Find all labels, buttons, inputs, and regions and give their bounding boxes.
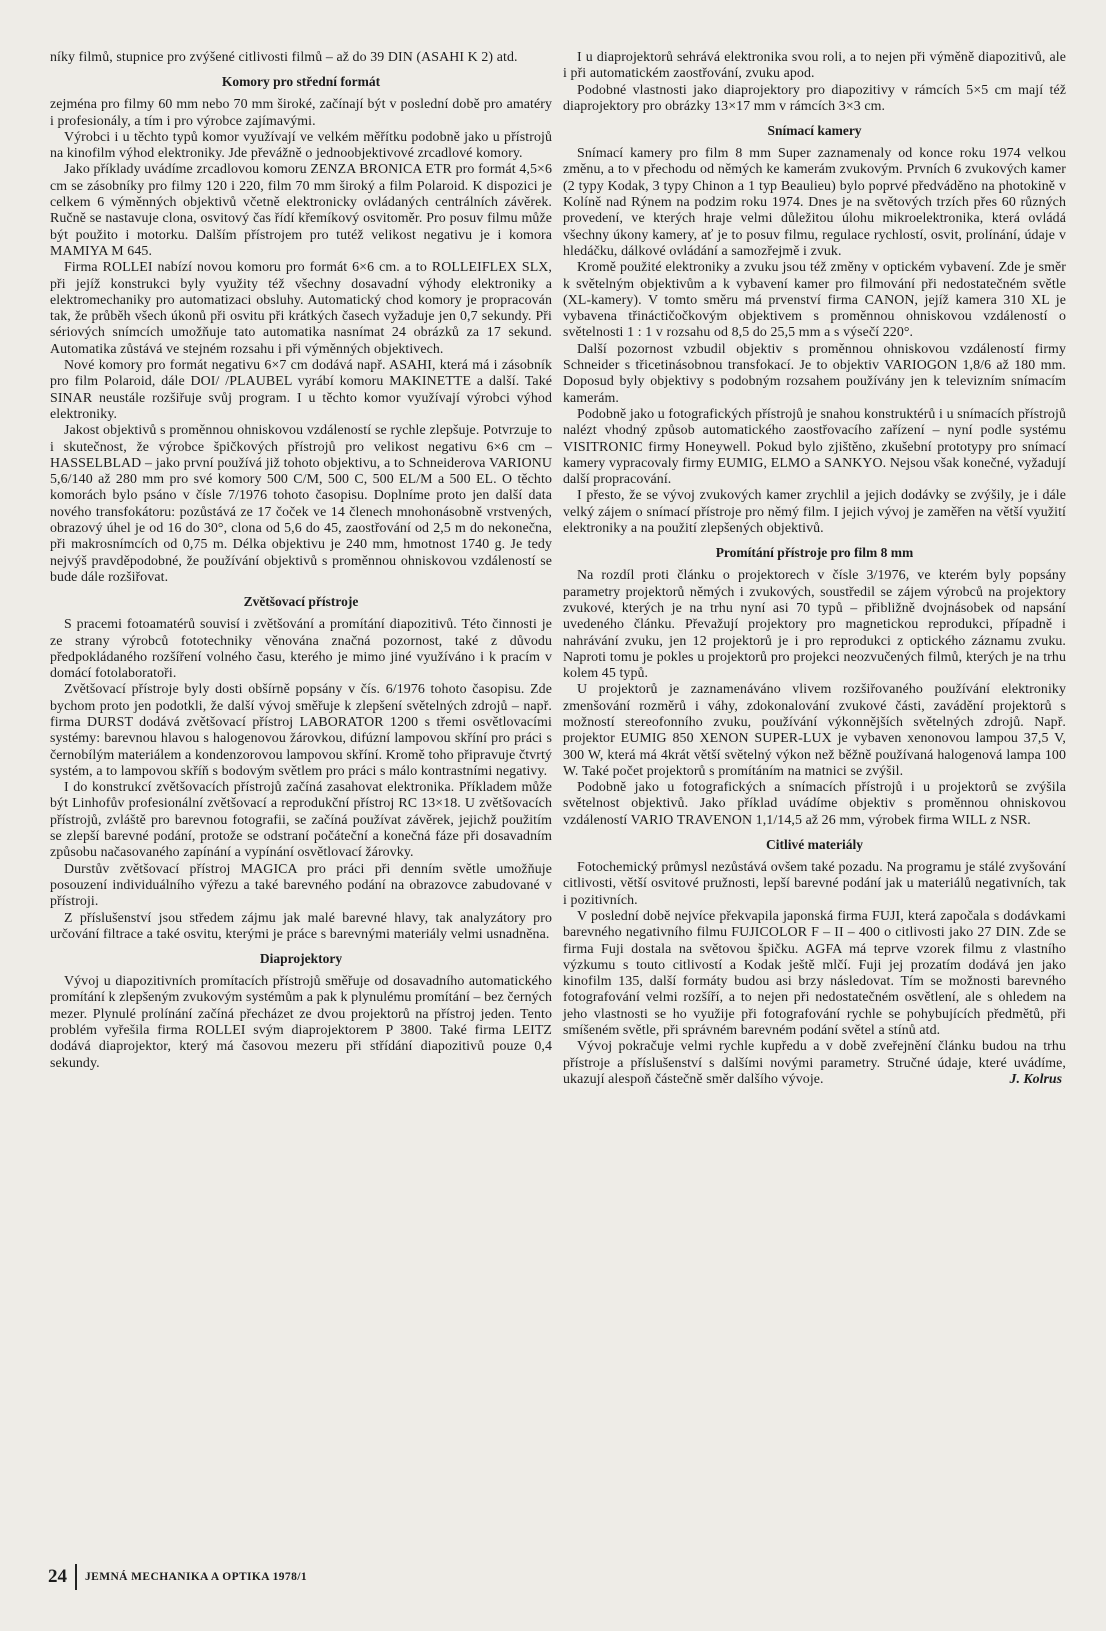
paragraph: níky filmů, stupnice pro zvýšené citlivosti filmů – až do 39 DIN (ASAHI K 2) atd. [50,50,518,65]
paragraph: zejména pro filmy 60 mm nebo 70 mm široké, začínají být v poslední době pro amatéry i profesionály, a tím i pro výrobce zajímavými. [50,97,552,129]
section-heading-enlargers: Zvětšovací přístroje [243,594,359,610]
journal-name: JEMNÁ MECHANIKA A OPTIKA 1978/1 [85,1571,307,1583]
section-heading-slide-projectors: Diaprojektory [259,951,343,967]
section-heading-8mm-projection: Promítání přístroje pro film 8 mm [715,545,914,561]
paragraph: Kromě použité elektroniky a zvuku jsou též změny v optickém vybavení. Zde je směr k světelným objektivům a k vybavení kamer pro filmování při nedostatečném světle (XL-kamery). V tomto směru má prvenství firma CANON, jejíž kamera 310 XL je vybavena třináctičočkovým objektivem s proměnnou ohniskovou vzdáleností o světelnosti 1 : 1 v rozsahu od 8,5 do 25,5 mm a s výsečí 220°. [563,260,1066,341]
paragraph: Podobné vlastnosti jako diaprojektory pro diapozitivy v rámcích 5×5 cm mají též diaprojektory pro obrázky 13×17 mm v rámcích 3×3 cm. [563,82,1066,114]
paragraph: Jakost objektivů s proměnnou ohniskovou vzdáleností se rychle zlepšuje. Potvrzuje to i skutečnost, že výrobce špičkových přístrojů pro velikost negativu 6×6 cm – HASSELBLAD – jako první používá již tohoto objektivu, a to Schneiderova VARIONU 5,6/140 až 280 mm pro své komory 500 C/M, 500 C, 500 EL/M a 500 EL. O těchto komorách bylo psáno v čísle 7/1976 tohoto časopisu. Doplníme proto jen další data nového transfokátoru: pozůstává ze 17 čoček ve 14 členech mnohonásobně vrstvených, obrazový úhel je od 16 do 30°, clona od 5,6 do 45, zaostřování od 2,5 m do nekonečna, při makrosnímcích od 0,75 m. Délka objektivu je 240 mm, hmotnost 1740 g. Je tedy nejvýš pravděpodobné, že používání objektivů s proměnnou ohniskovou vzdáleností se bude dále rozšiřovat. [50,423,552,585]
page-number: 24 [48,1566,67,1587]
paragraph: I přesto, že se vývoj zvukových kamer zrychlil a jejich dodávky se zvýšily, je i dále velký zájem o snímací přístroje pro němý film. I jejich vývoj je zaměřen na větší využití elektroniky a na použití zlepšených objektivů. [563,488,1066,537]
section-heading-medium-format: Komory pro střední formát [221,74,381,90]
author-signature: J. Kolrus [1009,1072,1062,1088]
paragraph: Firma ROLLEI nabízí novou komoru pro formát 6×6 cm. a to ROLLEIFLEX SLX, při jejíž konstrukci byly využity též všechny dosavadní výhody elektroniky a elektromechaniky pro automatizaci obsluhy. Automatický chod komory je propracován tak, že průběh všech úkonů při osvitu při krátkých časech vyžaduje jen 0,7 sekundy. Při sériových snímcích umožňuje tato automatika nasnímat 24 obrázků za 17 sekund. Automatika zůstává ve stejném rozsahu i při výměnných objektivech. [50,260,552,357]
paragraph: Fotochemický průmysl nezůstává ovšem také pozadu. Na programu je stálé zvyšování citlivosti, větší osvitové pružnosti, lepší barevné podání jak u materiálů negativních, tak i pozitivních. [563,860,1066,908]
section-heading-materials: Citlivé materiály [765,837,864,853]
section-heading-cameras: Snímací kamery [767,123,862,139]
paragraph: Nové komory pro formát negativu 6×7 cm dodává např. ASAHI, která má i zásobník pro film Polaroid, dále DOI/ /PLAUBEL vyrábí komoru MAKINETTE a další. Také SINAR neustále rozšiřuje svůj program. I u těchto komor využívají výrobci výhod elektroniky. [50,358,552,422]
paragraph: S pracemi fotoamatérů souvisí i zvětšování a promítání diapozitivů. Této činnosti je ze strany výrobců fototechniky věnována značná pozornost, také z důvodu předpokládaného rozšíření volného času, kterého je mimo jiné využíváno i k pracím v domácí fotolaboratoři. [50,617,552,682]
paragraph: Durstův zvětšovací přístroj MAGICA pro práci při denním světle umožňuje posouzení individuálního výřezu a také barevného podání na obrazovce zabudované v přístroji. [50,861,552,910]
paragraph: Podobně jako u fotografických a snímacích přístrojů i u projektorů se zvýšila světelnost objektivů. Jako příklad uvádíme objektiv s proměnnou ohniskovou vzdáleností VARIO TRAVENON 1,1/14,5 až 26 mm, výrobek firma WILL z NSR. [563,780,1066,828]
paragraph: Podobně jako u fotografických přístrojů je snahou konstruktérů i u snímacích přístrojů nalézt vhodný způsob automatického zaostřovacího zařízení – nyní podle systému VISITRONIC firmy Honeywell. Pokud bylo zjištěno, zkušební prototypy pro snímací kamery vypracovaly firmy EUMIG, ELMO a SANKYO. Nejsou však konečné, vyžadují další propracování. [563,406,1066,488]
right-column [563,50,1066,1089]
paragraph: I do konstrukcí zvětšovacích přístrojů začíná zasahovat elektronika. Příkladem může být Linhofův profesionální zvětšovací a reprodukční přístroj RC 13×18. U zvětšovacích přístrojů, zvláště pro barevnou fotografii, se začíná používat závěrek, jejichž použitím se zlepší barevné podání, protože se odstraní počáteční a konečná fáze při dosavadním způsobu načasovaného zapínání a vypínání osvětlovací žárovky. [50,780,552,861]
paragraph: Z příslušenství jsou středem zájmu jak malé barevné hlavy, tak analyzátory pro určování filtrace a také osvitu, kterými je práce s barevnými materiály velmi usnadněna. [50,910,552,942]
paragraph: Vývoj u diapozitivních promítacích přístrojů směřuje od dosavadního automatického promítání k zlepšeným zvukovým systémům a pak k plynulému promítání – bez černých mezer. Plynulé prolínání začíná přecházet ze dvou projektorů na přístroj jeden. Tento problém vyřešila firma ROLLEI svým diaprojektorem P 3800. Také firma LEITZ dodává diaprojektor, který má časovou mezeru při střídání diapozitivů pouze 0,4 sekundy. [50,974,552,1071]
paragraph: Další pozornost vzbudil objektiv s proměnnou ohniskovou vzdáleností firmy Schneider s třicetinásobnou transfokací. Je to objektiv VARIOGON 1,8/6 až 180 mm. Doposud byly objektivy s podobným rozsahem používány jen k televizním snímacím kamerám. [563,341,1066,406]
paragraph: Snímací kamery pro film 8 mm Super zaznamenaly od konce roku 1974 velkou změnu, a to v přechodu od němých ke kamerám zvukovým. Prvních 6 zvukových kamer (2 typy Kodak, 3 typy Chinon a 1 typ Beaulieu) bylo poprvé předváděno na photokině v Kolíně nad Rýnem na podzim roku 1974. Dnes je na světových trzích přes 60 různých provedení, ve kterých hraje velmi důležitou úlohu mikroelektronika, která ovládá všechny úkony kamery, ať je to posuv filmu, regulace rychlostí, osvit, prolínání, údaje v hledáčku, dálkové ovládání a samozřejmě i zvuk. [563,146,1066,259]
paragraph: Jako příklady uvádíme zrcadlovou komoru ZENZA BRONICA ETR pro formát 4,5×6 cm se zásobníky pro filmy 120 i 220, film 70 mm široký a film Polaroid. K dispozici je celkem 6 výměnných objektivů včetně elektronicky ovládaných centrálních závěrek. Ručně se nastavuje clona, osvitový čas řídí křemíkový osvitoměr. Pro posuv filmu může být použito i motorku. Dalším přístrojem pro tutéž velikost negativu je i komora MAMIYA M 645. [50,162,552,259]
paragraph: V poslední době nejvíce překvapila japonská firma FUJI, která započala s dodávkami barevného negativního filmu FUJICOLOR F – II – 400 o citlivosti jako 27 DIN. Zde se firma Fuji dostala na světovou špičku. AGFA má teprve vzorek filmu z vlastního výzkumu s touto citlivostí a Kodak ještě mlčí. Fuji jej prozatím dodává jen jako kinofilm 135, další formáty budou asi brzy následovat. Tím se možnosti barevného fotografování velmi rozšíří, a to nejen při nedostatečném osvětlení, ale s ohledem na jeho vlastnosti se ho využije při fotografování rychle se pohybujících předmětů, při smíšeném světle, při správném barevném podání světel a stínů atd. [563,908,1066,1039]
footer-divider [75,1564,77,1590]
paragraph: U projektorů je zaznamenáváno vlivem rozšiřovaného používání elektroniky zmenšování rozměrů i váhy, zdokonalování zvukové části, zavádění projektorů s možností stereofonního zvuku, používání výkonnějších světelných zdrojů. Např. projektor EUMIG 850 XENON SUPER-LUX je vybaven xenonovou lampou 37,5 V, 300 W, která má 4krát větší světelný výkon než běžně používaná halogenová lampa 100 W. Také počet projektorů s promítáním na matnici se zvýšil. [563,682,1066,779]
paragraph: Zvětšovací přístroje byly dosti obšírně popsány v čís. 6/1976 tohoto časopisu. Zde bychom proto jen podotkli, že další vývoj směřuje k zlepšení světelných zdrojů – např. firma DURST dodává zvětšovací přístroj LABORATOR 1200 s třemi osvětlovacími systémy: barevnou hlavou s halogenovou žárovkou, difúzní lampovou skříní pro práci s černobílým materiálem a kondenzorovou lampovou skříní. Kromě toho připravuje čtvrtý systém, a to lampovou skříň s bodovým světlem pro práci s málo kontrastními negativy. [50,682,552,779]
paragraph: Výrobci i u těchto typů komor využívají ve velkém měřítku podobně jako u přístrojů na kinofilm výhod elektroniky. Jde převážně o jednoobjektivové zrcadlové komory. [50,129,552,162]
paragraph: Vývoj pokračuje velmi rychle kupředu a v době zveřejnění článku budou na trhu přístroje a příslušenství s dalšími novými parametry. Stručné údaje, které uvádíme, ukazují alespoň částečně směr dalšího vývoje. [563,1039,1066,1087]
left-column [50,50,552,1072]
paragraph: Na rozdíl proti článku o projektorech v čísle 3/1976, ve kterém byly popsány parametry projektorů němých i zvukových, soustředil se zájem výrobců na projektory zvukové, kterých je na trhu nyní asi 70 typů – přibližně dvojnásobek od napsání uvedeného článku. Převažují projektory pro magnetickou reprodukci, případně i nahrávání zvuku, jen 12 projektorů je i pro reprodukci z optického záznamu zvuku. Naproti tomu je pokles u projektorů pro projekci neozvučených filmů, kterých je na trhu kolem 45 typů. [563,568,1066,682]
page-footer [48,1562,307,1592]
paragraph: I u diaprojektorů sehrává elektronika svou roli, a to nejen při výměně diapozitivů, ale i při automatickém zaostřování, zvuku apod. [563,50,1066,82]
